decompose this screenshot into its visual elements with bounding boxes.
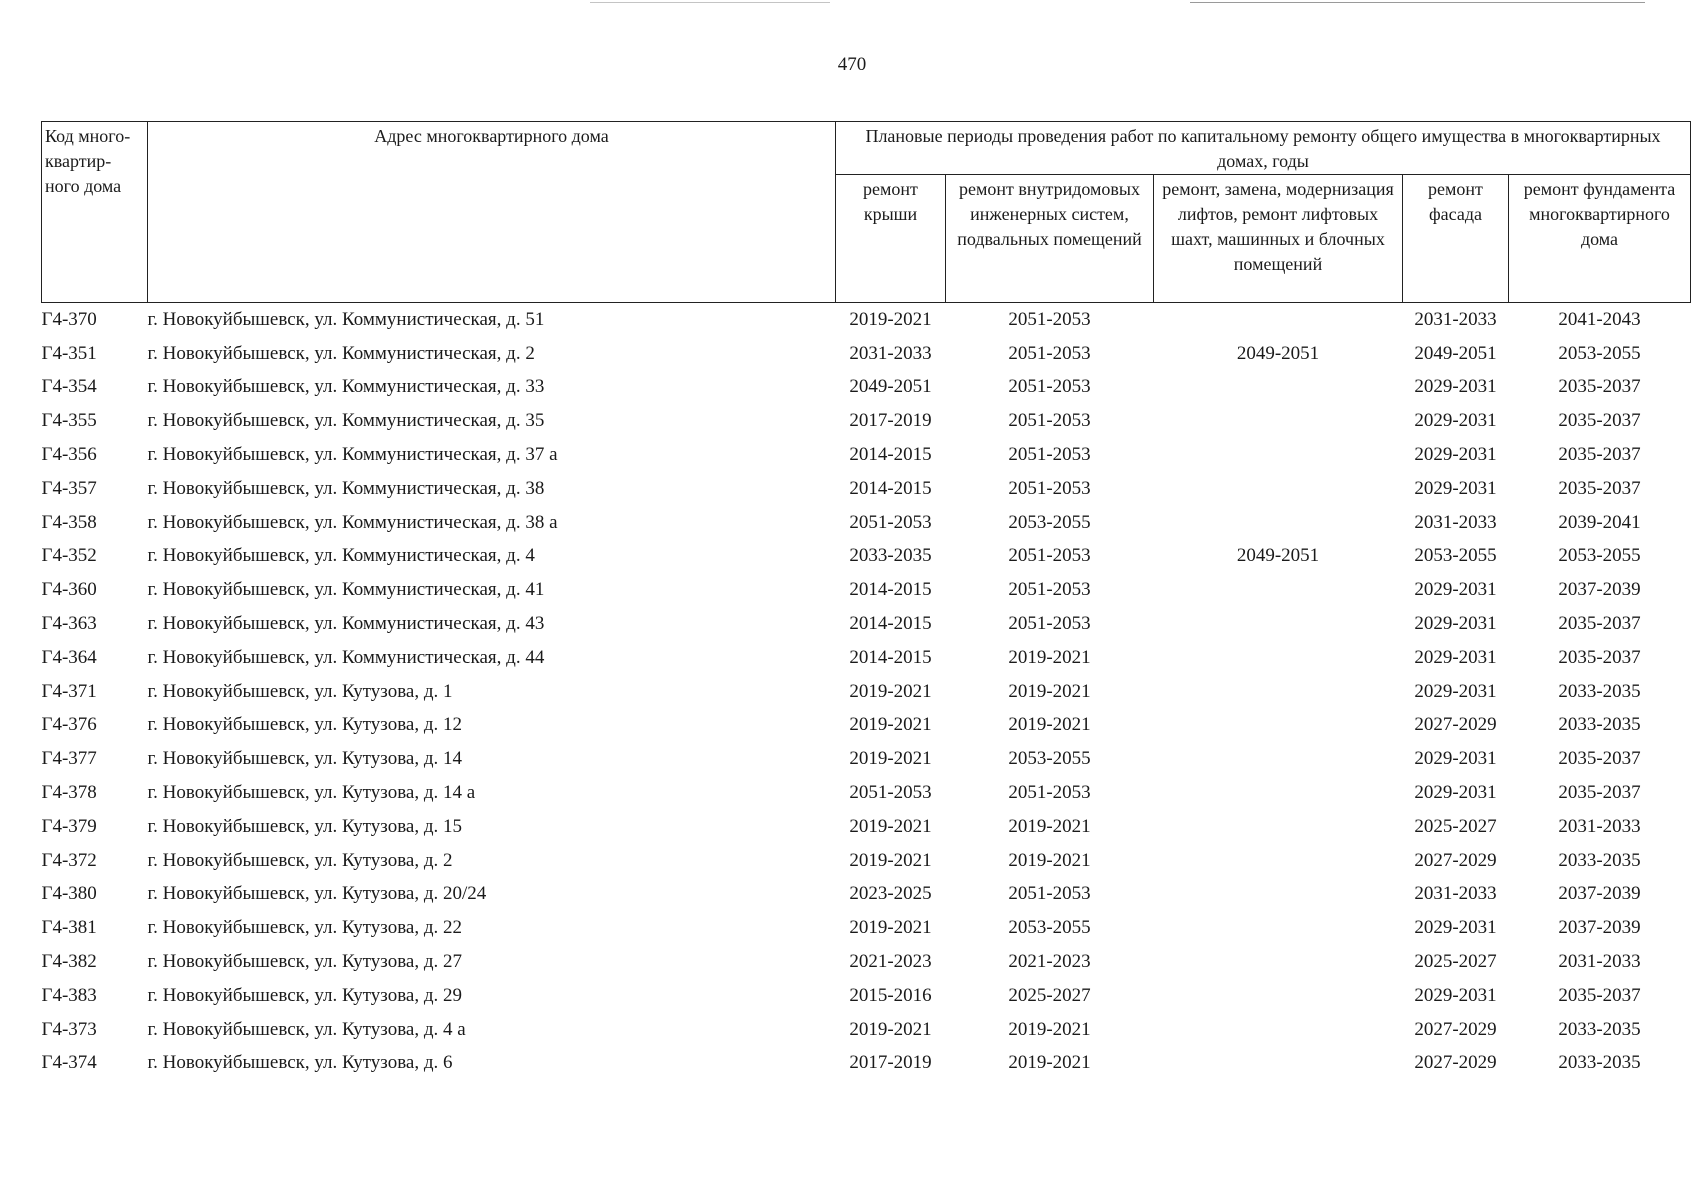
cell-foundation: 2039-2041 <box>1558 511 1641 533</box>
table-row <box>42 979 1691 1013</box>
cell-engineering: 2019-2021 <box>1008 1018 1091 1040</box>
cell-engineering: 2051-2053 <box>1008 613 1091 635</box>
cell-engineering: 2051-2053 <box>1008 410 1091 432</box>
table-row <box>42 472 1691 506</box>
scan-edge-line <box>590 2 830 3</box>
cell-elevators <box>1154 675 1403 709</box>
cell-engineering: 2051-2053 <box>1008 545 1091 567</box>
cell-elevators <box>1154 844 1403 878</box>
cell-engineering: 2051-2053 <box>1008 579 1091 601</box>
cell-facade: 2049-2051 <box>1414 342 1497 364</box>
cell-address: г. Новокуйбышевск, ул. Кутузова, д. 20/24 <box>147 883 487 905</box>
cell-code: Г4-373 <box>41 1018 97 1040</box>
cell-foundation: 2035-2037 <box>1558 444 1641 466</box>
header-foundation: ремонт фундамента многоквартирного дома <box>1509 175 1691 303</box>
cell-foundation: 2035-2037 <box>1558 376 1641 398</box>
cell-address: г. Новокуйбышевск, ул. Коммунистическая, д. 35 <box>147 410 545 432</box>
cell-engineering: 2019-2021 <box>1008 680 1091 702</box>
cell-elevators <box>1154 979 1403 1013</box>
cell-facade: 2029-2031 <box>1414 748 1497 770</box>
table-row <box>42 911 1691 945</box>
cell-facade: 2027-2029 <box>1414 849 1497 871</box>
cell-engineering: 2019-2021 <box>1008 646 1091 668</box>
cell-address: г. Новокуйбышевск, ул. Коммунистическая, д. 44 <box>147 646 545 668</box>
cell-foundation: 2037-2039 <box>1558 917 1641 939</box>
cell-engineering: 2053-2055 <box>1008 917 1091 939</box>
cell-address: г. Новокуйбышевск, ул. Коммунистическая, д. 33 <box>147 376 545 398</box>
cell-foundation: 2035-2037 <box>1558 984 1641 1006</box>
cell-facade: 2029-2031 <box>1414 613 1497 635</box>
cell-elevators <box>1154 506 1403 540</box>
cell-elevators <box>1154 607 1403 641</box>
cell-roof: 2017-2019 <box>849 410 932 432</box>
header-roof: ремонт крыши <box>836 175 946 303</box>
cell-address: г. Новокуйбышевск, ул. Коммунистическая, д. 4 <box>147 545 535 567</box>
cell-foundation: 2033-2035 <box>1558 680 1641 702</box>
cell-facade: 2031-2033 <box>1414 883 1497 905</box>
header-facade: ремонт фасада <box>1403 175 1509 303</box>
cell-address: г. Новокуйбышевск, ул. Кутузова, д. 12 <box>147 714 463 736</box>
cell-code: Г4-358 <box>41 511 97 533</box>
cell-code: Г4-351 <box>41 342 97 364</box>
cell-address: г. Новокуйбышевск, ул. Кутузова, д. 15 <box>147 815 463 837</box>
cell-code: Г4-372 <box>41 849 97 871</box>
cell-foundation: 2035-2037 <box>1558 646 1641 668</box>
cell-roof: 2019-2021 <box>849 680 932 702</box>
cell-foundation: 2053-2055 <box>1558 545 1641 567</box>
cell-engineering: 2019-2021 <box>1008 849 1091 871</box>
header-periods-group: Плановые периоды проведения работ по капитальному ремонту общего имущества в многоквартирных домах, годы <box>836 122 1691 175</box>
cell-code: Г4-370 <box>41 308 97 330</box>
table-row <box>42 337 1691 371</box>
cell-elevators <box>1154 438 1403 472</box>
cell-engineering: 2025-2027 <box>1008 984 1091 1006</box>
table-row <box>42 1047 1691 1081</box>
cell-facade: 2029-2031 <box>1414 917 1497 939</box>
cell-engineering: 2051-2053 <box>1008 342 1091 364</box>
scan-edge-line <box>1190 2 1645 3</box>
cell-roof: 2019-2021 <box>849 714 932 736</box>
cell-facade: 2031-2033 <box>1414 511 1497 533</box>
cell-foundation: 2035-2037 <box>1558 477 1641 499</box>
cell-elevators <box>1154 945 1403 979</box>
table-body <box>42 303 1691 1081</box>
cell-address: г. Новокуйбышевск, ул. Коммунистическая, д. 37 а <box>147 444 558 466</box>
cell-elevators <box>1154 573 1403 607</box>
cell-code: Г4-376 <box>41 714 97 736</box>
cell-address: г. Новокуйбышевск, ул. Коммунистическая, д. 38 <box>147 477 545 499</box>
cell-address: г. Новокуйбышевск, ул. Кутузова, д. 14 а <box>147 782 476 804</box>
cell-roof: 2023-2025 <box>849 883 932 905</box>
cell-elevators <box>1154 911 1403 945</box>
cell-address: г. Новокуйбышевск, ул. Коммунистическая, д. 43 <box>147 613 545 635</box>
cell-facade: 2031-2033 <box>1414 308 1497 330</box>
cell-roof: 2049-2051 <box>849 376 932 398</box>
cell-address: г. Новокуйбышевск, ул. Кутузова, д. 22 <box>147 917 463 939</box>
cell-address: г. Новокуйбышевск, ул. Кутузова, д. 29 <box>147 984 463 1006</box>
cell-elevators <box>1154 1013 1403 1047</box>
cell-address: г. Новокуйбышевск, ул. Коммунистическая, д. 41 <box>147 579 545 601</box>
cell-elevators <box>1154 878 1403 912</box>
table-row <box>42 540 1691 574</box>
cell-roof: 2031-2033 <box>849 342 932 364</box>
cell-engineering: 2021-2023 <box>1008 951 1091 973</box>
cell-foundation: 2033-2035 <box>1558 714 1641 736</box>
cell-foundation: 2035-2037 <box>1558 410 1641 432</box>
table-row <box>42 1013 1691 1047</box>
cell-address: г. Новокуйбышевск, ул. Кутузова, д. 4 а <box>147 1018 466 1040</box>
cell-engineering: 2019-2021 <box>1008 714 1091 736</box>
header-engineering: ремонт внутридомовых инженерных систем, подвальных помещений <box>946 175 1154 303</box>
cell-foundation: 2033-2035 <box>1558 1018 1641 1040</box>
table-row <box>42 607 1691 641</box>
table-row <box>42 844 1691 878</box>
cell-elevators <box>1154 641 1403 675</box>
cell-facade: 2025-2027 <box>1414 951 1497 973</box>
cell-roof: 2019-2021 <box>849 308 932 330</box>
table-row <box>42 506 1691 540</box>
table-row <box>42 404 1691 438</box>
cell-roof: 2019-2021 <box>849 1018 932 1040</box>
cell-facade: 2029-2031 <box>1414 444 1497 466</box>
cell-roof: 2015-2016 <box>849 984 932 1006</box>
cell-code: Г4-371 <box>41 680 97 702</box>
cell-facade: 2053-2055 <box>1414 545 1497 567</box>
cell-facade: 2029-2031 <box>1414 984 1497 1006</box>
cell-roof: 2014-2015 <box>849 444 932 466</box>
cell-elevators <box>1154 371 1403 405</box>
cell-code: Г4-363 <box>41 613 97 635</box>
cell-roof: 2051-2053 <box>849 782 932 804</box>
cell-address: г. Новокуйбышевск, ул. Коммунистическая, д. 38 а <box>147 511 558 533</box>
table-row <box>42 742 1691 776</box>
cell-elevators: 2049-2051 <box>1236 545 1320 567</box>
cell-facade: 2025-2027 <box>1414 815 1497 837</box>
cell-address: г. Новокуйбышевск, ул. Кутузова, д. 27 <box>147 951 463 973</box>
cell-facade: 2027-2029 <box>1414 714 1497 736</box>
cell-facade: 2029-2031 <box>1414 477 1497 499</box>
cell-roof: 2021-2023 <box>849 951 932 973</box>
cell-roof: 2019-2021 <box>849 748 932 770</box>
header-address: Адрес многоквартирного дома <box>148 122 836 303</box>
cell-facade: 2027-2029 <box>1414 1018 1497 1040</box>
cell-code: Г4-354 <box>41 376 97 398</box>
cell-address: г. Новокуйбышевск, ул. Коммунистическая, д. 2 <box>147 342 535 364</box>
cell-engineering: 2051-2053 <box>1008 444 1091 466</box>
header-code: Код много-квартир-ного дома <box>42 122 148 303</box>
cell-code: Г4-356 <box>41 444 97 466</box>
cell-address: г. Новокуйбышевск, ул. Кутузова, д. 1 <box>147 680 453 702</box>
table-row <box>42 303 1691 337</box>
cell-code: Г4-379 <box>41 815 97 837</box>
cell-elevators <box>1154 810 1403 844</box>
cell-code: Г4-357 <box>41 477 97 499</box>
table-row <box>42 371 1691 405</box>
cell-roof: 2051-2053 <box>849 511 932 533</box>
cell-address: г. Новокуйбышевск, ул. Кутузова, д. 2 <box>147 849 453 871</box>
cell-roof: 2019-2021 <box>849 815 932 837</box>
cell-facade: 2029-2031 <box>1414 782 1497 804</box>
table-row <box>42 675 1691 709</box>
cell-elevators <box>1154 472 1403 506</box>
table-row <box>42 776 1691 810</box>
cell-address: г. Новокуйбышевск, ул. Кутузова, д. 14 <box>147 748 463 770</box>
cell-address: г. Новокуйбышевск, ул. Кутузова, д. 6 <box>147 1052 453 1074</box>
cell-elevators <box>1154 742 1403 776</box>
cell-foundation: 2053-2055 <box>1558 342 1641 364</box>
page-number: 470 <box>837 54 867 75</box>
cell-code: Г4-380 <box>41 883 97 905</box>
table-row <box>42 641 1691 675</box>
cell-roof: 2014-2015 <box>849 646 932 668</box>
cell-facade: 2027-2029 <box>1414 1052 1497 1074</box>
table-row <box>42 709 1691 743</box>
cell-engineering: 2019-2021 <box>1008 815 1091 837</box>
cell-foundation: 2033-2035 <box>1558 849 1641 871</box>
cell-elevators <box>1154 776 1403 810</box>
cell-facade: 2029-2031 <box>1414 646 1497 668</box>
cell-code: Г4-364 <box>41 646 97 668</box>
cell-roof: 2019-2021 <box>849 917 932 939</box>
cell-code: Г4-352 <box>41 545 97 567</box>
cell-facade: 2029-2031 <box>1414 410 1497 432</box>
cell-facade: 2029-2031 <box>1414 680 1497 702</box>
cell-elevators: 2049-2051 <box>1236 342 1320 364</box>
cell-code: Г4-374 <box>41 1052 97 1074</box>
cell-engineering: 2053-2055 <box>1008 748 1091 770</box>
cell-roof: 2014-2015 <box>849 477 932 499</box>
repair-schedule-table <box>41 121 1691 1080</box>
cell-code: Г4-378 <box>41 782 97 804</box>
cell-facade: 2029-2031 <box>1414 579 1497 601</box>
cell-foundation: 2037-2039 <box>1558 579 1641 601</box>
cell-roof: 2014-2015 <box>849 613 932 635</box>
cell-engineering: 2051-2053 <box>1008 308 1091 330</box>
cell-elevators <box>1154 709 1403 743</box>
cell-code: Г4-355 <box>41 410 97 432</box>
cell-foundation: 2035-2037 <box>1558 782 1641 804</box>
cell-address: г. Новокуйбышевск, ул. Коммунистическая, д. 51 <box>147 308 545 330</box>
cell-elevators <box>1154 1047 1403 1081</box>
cell-foundation: 2033-2035 <box>1558 1052 1641 1074</box>
cell-engineering: 2051-2053 <box>1008 376 1091 398</box>
cell-foundation: 2031-2033 <box>1558 951 1641 973</box>
cell-roof: 2014-2015 <box>849 579 932 601</box>
cell-facade: 2029-2031 <box>1414 376 1497 398</box>
cell-foundation: 2041-2043 <box>1558 308 1641 330</box>
table-row <box>42 810 1691 844</box>
cell-foundation: 2035-2037 <box>1558 748 1641 770</box>
cell-engineering: 2051-2053 <box>1008 883 1091 905</box>
cell-code: Г4-382 <box>41 951 97 973</box>
cell-engineering: 2053-2055 <box>1008 511 1091 533</box>
cell-roof: 2017-2019 <box>849 1052 932 1074</box>
repair-schedule-table-wrap <box>41 121 1690 1080</box>
table-row <box>42 945 1691 979</box>
cell-code: Г4-381 <box>41 917 97 939</box>
cell-foundation: 2031-2033 <box>1558 815 1641 837</box>
cell-engineering: 2051-2053 <box>1008 477 1091 499</box>
cell-code: Г4-383 <box>41 984 97 1006</box>
header-elevators: ремонт, замена, модернизация лифтов, ремонт лифтовых шахт, машинных и блочных помещений <box>1154 175 1403 303</box>
cell-engineering: 2019-2021 <box>1008 1052 1091 1074</box>
cell-code: Г4-377 <box>41 748 97 770</box>
cell-foundation: 2037-2039 <box>1558 883 1641 905</box>
table-row <box>42 438 1691 472</box>
table-row <box>42 573 1691 607</box>
cell-foundation: 2035-2037 <box>1558 613 1641 635</box>
cell-roof: 2033-2035 <box>849 545 932 567</box>
cell-elevators <box>1154 404 1403 438</box>
cell-roof: 2019-2021 <box>849 849 932 871</box>
cell-code: Г4-360 <box>41 579 97 601</box>
cell-elevators <box>1154 303 1403 337</box>
table-row <box>42 878 1691 912</box>
cell-engineering: 2051-2053 <box>1008 782 1091 804</box>
